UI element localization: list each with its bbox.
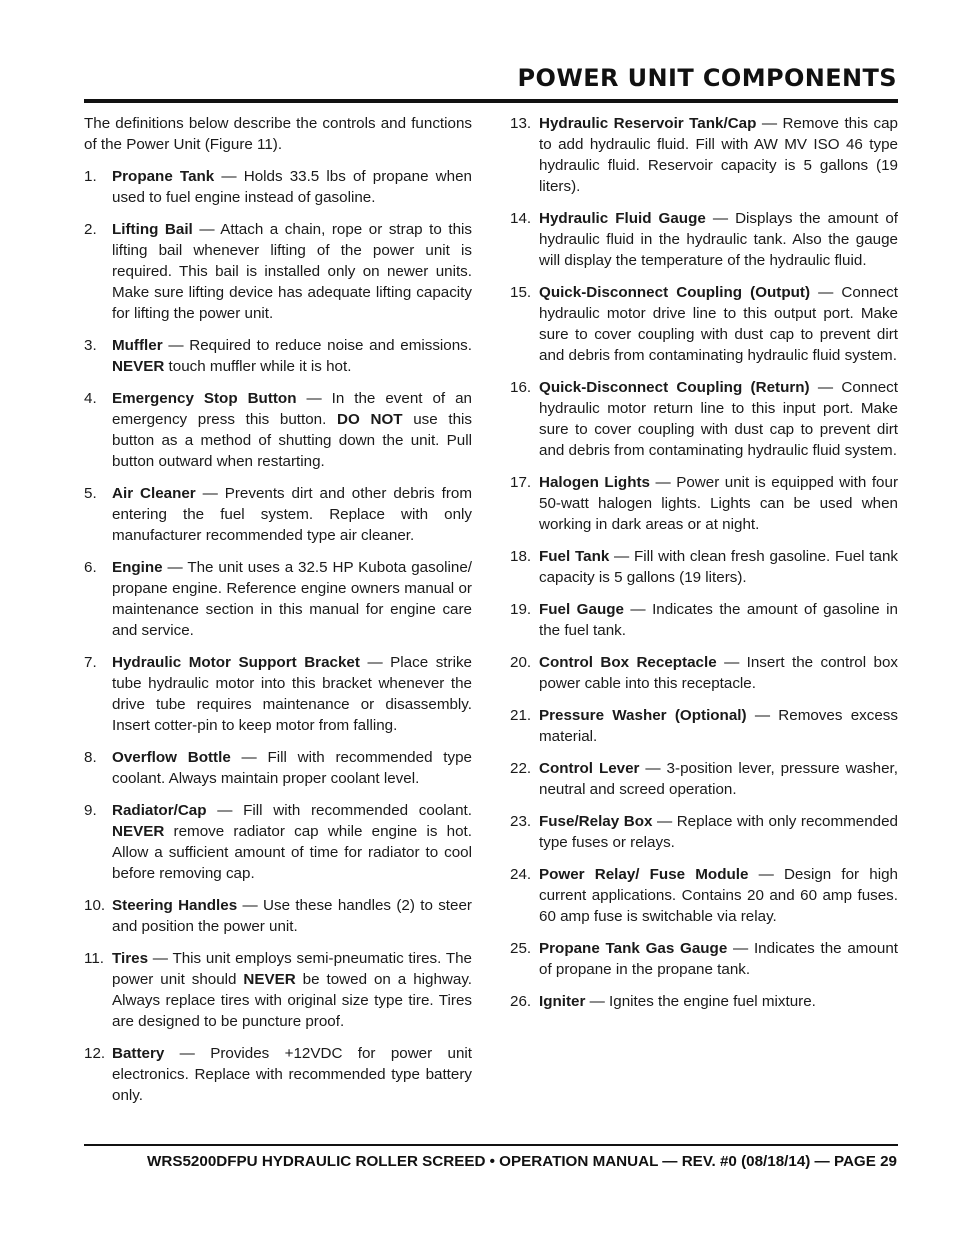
item-text: — The unit uses a 32.5 HP Kubota gasoline/ propane engine. Reference engine owners manual or maintenance section in this manual for engine care and service. xyxy=(112,559,472,639)
list-item xyxy=(510,652,898,694)
list-item xyxy=(84,557,472,641)
item-term: Propane Tank Gas Gauge xyxy=(539,940,728,957)
item-text: — Connect hydraulic motor drive line to this output port. Make sure to cover coupling with dust cap to prevent dirt and debris from contaminating hydraulic fluid system. xyxy=(539,284,898,364)
item-description xyxy=(112,557,472,641)
item-text: — Holds 33.5 lbs of propane when used to fuel engine instead of gasoline. xyxy=(112,168,472,206)
intro-paragraph: The definitions below describe the controls and functions of the Power Unit (Figure 11). xyxy=(84,115,472,153)
item-text: — Indicates the amount of propane in the propane tank. xyxy=(539,940,898,978)
item-description xyxy=(539,991,898,1012)
item-text: — Fill with clean fresh gasoline. Fuel tank capacity is 5 gallons (19 liters). xyxy=(539,548,898,586)
item-description xyxy=(539,652,898,694)
item-text: — Power unit is equipped with four 50-watt halogen lights. Lights can be used when working in dark areas or at night. xyxy=(539,474,898,533)
item-description xyxy=(539,377,898,461)
item-description xyxy=(112,388,472,472)
list-item xyxy=(510,546,898,588)
item-term: Overflow Bottle xyxy=(112,749,231,766)
item-number: 7. xyxy=(84,654,97,671)
list-item xyxy=(84,895,472,937)
item-text: — In the event of an emergency press this button. xyxy=(112,390,472,428)
list-item xyxy=(510,599,898,641)
item-text: — Provides +12VDC for power unit electronics. Replace with recommended type battery only. xyxy=(112,1045,472,1104)
warning-word: NEVER xyxy=(112,358,165,375)
item-description xyxy=(112,948,472,1032)
item-term: Hydraulic Motor Support Bracket xyxy=(112,654,360,671)
item-text: — Design for high current applications. Contains 20 and 60 amp fuses. 60 amp fuse is switchable via relay. xyxy=(539,866,898,925)
item-term: Igniter xyxy=(539,993,586,1010)
item-number: 6. xyxy=(84,559,97,576)
item-text: — Ignites the engine fuel mixture. xyxy=(585,993,816,1010)
item-term: Halogen Lights xyxy=(539,474,650,491)
item-number: 18. xyxy=(510,548,532,565)
item-number: 14. xyxy=(510,210,532,227)
item-text: — 3-position lever, pressure washer, neutral and screed operation. xyxy=(539,760,898,798)
item-term: Hydraulic Fluid Gauge xyxy=(539,210,706,227)
item-number: 13. xyxy=(510,115,532,132)
item-text: — Displays the amount of hydraulic fluid in the hydraulic tank. Also the gauge will display the temperature of the hydraulic fluid. xyxy=(539,210,898,269)
item-text: — Removes excess material. xyxy=(539,707,898,745)
item-term: Fuel Gauge xyxy=(539,601,624,618)
item-term: Radiator/Cap xyxy=(112,802,207,819)
item-term: Air Cleaner xyxy=(112,485,196,502)
item-term: Lifting Bail xyxy=(112,221,193,238)
item-term: Fuse/Relay Box xyxy=(539,813,653,830)
item-description xyxy=(539,282,898,366)
item-term: Quick-Disconnect Coupling (Output) xyxy=(539,284,811,301)
right-column xyxy=(510,113,898,1023)
item-number: 25. xyxy=(510,940,532,957)
list-item xyxy=(84,1043,472,1106)
item-number: 2. xyxy=(84,221,97,238)
item-term: Steering Handles xyxy=(112,897,238,914)
list-item xyxy=(510,208,898,271)
item-number: 19. xyxy=(510,601,532,618)
item-number: 16. xyxy=(510,379,532,396)
item-text: — Place strike tube hydraulic motor into this bracket whenever the drive tube requires maintenance or disassembly. Insert cotter-pin to keep motor from falling. xyxy=(112,654,472,734)
item-number: 21. xyxy=(510,707,532,724)
item-description xyxy=(539,546,898,588)
item-text: use this button as a method of shutting down the unit. Pull button outward when restarting. xyxy=(112,411,473,470)
item-number: 20. xyxy=(510,654,532,671)
item-number: 24. xyxy=(510,866,532,883)
item-description xyxy=(539,938,898,980)
item-text: touch muffler while it is hot. xyxy=(164,358,352,375)
item-description xyxy=(539,472,898,535)
list-item xyxy=(510,758,898,800)
item-number: 3. xyxy=(84,337,97,354)
item-description xyxy=(112,652,472,736)
item-term: Muffler xyxy=(112,337,163,354)
list-item xyxy=(84,166,472,208)
item-term: Control Box Receptacle xyxy=(539,654,717,671)
item-number: 23. xyxy=(510,813,532,830)
item-description xyxy=(112,1043,472,1106)
item-text: — Required to reduce noise and emissions. xyxy=(162,337,472,354)
item-number: 22. xyxy=(510,760,532,777)
item-text: be towed on a highway. Always replace tires with original size type tire. Tires are designed to be puncture proof. xyxy=(112,971,473,1030)
item-number: 12. xyxy=(84,1045,106,1062)
item-term: Hydraulic Reservoir Tank/Cap xyxy=(539,115,757,132)
item-description xyxy=(112,747,472,789)
item-number: 9. xyxy=(84,802,97,819)
item-term: Control Lever xyxy=(539,760,640,777)
list-item xyxy=(510,472,898,535)
warning-word: DO NOT xyxy=(337,411,403,428)
item-term: Propane Tank xyxy=(112,168,215,185)
item-description xyxy=(112,166,472,208)
item-description xyxy=(539,864,898,927)
component-list-left xyxy=(84,166,472,1106)
item-term: Fuel Tank xyxy=(539,548,610,565)
list-item xyxy=(510,864,898,927)
item-term: Quick-Disconnect Coupling (Return) xyxy=(539,379,810,396)
item-text: — This unit employs semi-pneumatic tires. The power unit should xyxy=(112,950,472,988)
list-item xyxy=(84,747,472,789)
item-text: — Use these handles (2) to steer and position the power unit. xyxy=(112,897,472,935)
list-item xyxy=(84,483,472,546)
list-item xyxy=(510,938,898,980)
item-description xyxy=(112,895,472,937)
item-text: — Indicates the amount of gasoline in the fuel tank. xyxy=(539,601,899,639)
list-item xyxy=(84,219,472,324)
warning-word: NEVER xyxy=(243,971,296,988)
item-number: 11. xyxy=(84,950,104,967)
item-number: 8. xyxy=(84,749,97,766)
list-item xyxy=(84,388,472,472)
item-description xyxy=(112,335,472,377)
item-description xyxy=(539,705,898,747)
left-column xyxy=(84,113,472,1117)
page-title: POWER UNIT COMPONENTS xyxy=(517,64,897,92)
item-text: remove radiator cap while engine is hot. Allow a sufficient amount of time for radiator to cool before removing cap. xyxy=(112,823,472,882)
item-term: Battery xyxy=(112,1045,165,1062)
item-text: — Remove this cap to add hydraulic fluid. Fill with AW MV ISO 46 type hydraulic fluid. Reservoir capacity is 5 gallons (19 liters). xyxy=(539,115,898,195)
item-term: Pressure Washer (Optional) xyxy=(539,707,747,724)
list-item xyxy=(84,335,472,377)
item-number: 1. xyxy=(84,168,97,185)
list-item xyxy=(510,991,898,1012)
item-text: — Prevents dirt and other debris from entering the fuel system. Replace with only manufacturer recommended type air cleaner. xyxy=(112,485,472,544)
title-rule xyxy=(84,99,898,103)
list-item xyxy=(510,705,898,747)
item-description xyxy=(539,811,898,853)
list-item xyxy=(510,811,898,853)
item-description xyxy=(112,219,472,324)
item-description xyxy=(539,599,898,641)
list-item xyxy=(84,652,472,736)
item-description xyxy=(112,800,472,884)
item-number: 26. xyxy=(510,993,532,1010)
list-item xyxy=(510,113,898,197)
warning-word: NEVER xyxy=(112,823,165,840)
item-description xyxy=(539,113,898,197)
component-list-right xyxy=(510,113,898,1012)
item-text: — Connect hydraulic motor return line to this input port. Make sure to cover coupling with dust cap to prevent dirt and debris from contaminating hydraulic fluid system. xyxy=(539,379,898,459)
footer-rule xyxy=(84,1144,898,1146)
item-description xyxy=(112,483,472,546)
item-number: 10. xyxy=(84,897,106,914)
item-term: Power Relay/ Fuse Module xyxy=(539,866,749,883)
item-number: 5. xyxy=(84,485,97,502)
list-item xyxy=(510,282,898,366)
item-term: Engine xyxy=(112,559,163,576)
list-item xyxy=(510,377,898,461)
item-text: — Fill with recommended type coolant. Always maintain proper coolant level. xyxy=(112,749,472,787)
item-description xyxy=(539,208,898,271)
item-text: — Replace with only recommended type fuses or relays. xyxy=(539,813,898,851)
item-text: — Fill with recommended coolant. xyxy=(206,802,472,819)
page-footer: WRS5200DFPU HYDRAULIC ROLLER SCREED • OPERATION MANUAL — REV. #0 (08/18/14) — PAGE 29 xyxy=(147,1153,897,1170)
list-item xyxy=(84,800,472,884)
item-number: 15. xyxy=(510,284,532,301)
item-number: 17. xyxy=(510,474,532,491)
item-number: 4. xyxy=(84,390,97,407)
list-item xyxy=(84,948,472,1032)
item-text: — Attach a chain, rope or strap to this lifting bail whenever lifting of the power unit is required. This bail is installed only on newer units. Make sure lifting device has adequate lifting capacity for lifting the power unit. xyxy=(112,221,472,322)
item-term: Emergency Stop Button xyxy=(112,390,297,407)
item-text: — Insert the control box power cable into this receptacle. xyxy=(539,654,898,692)
item-term: Tires xyxy=(112,950,149,967)
item-description xyxy=(539,758,898,800)
